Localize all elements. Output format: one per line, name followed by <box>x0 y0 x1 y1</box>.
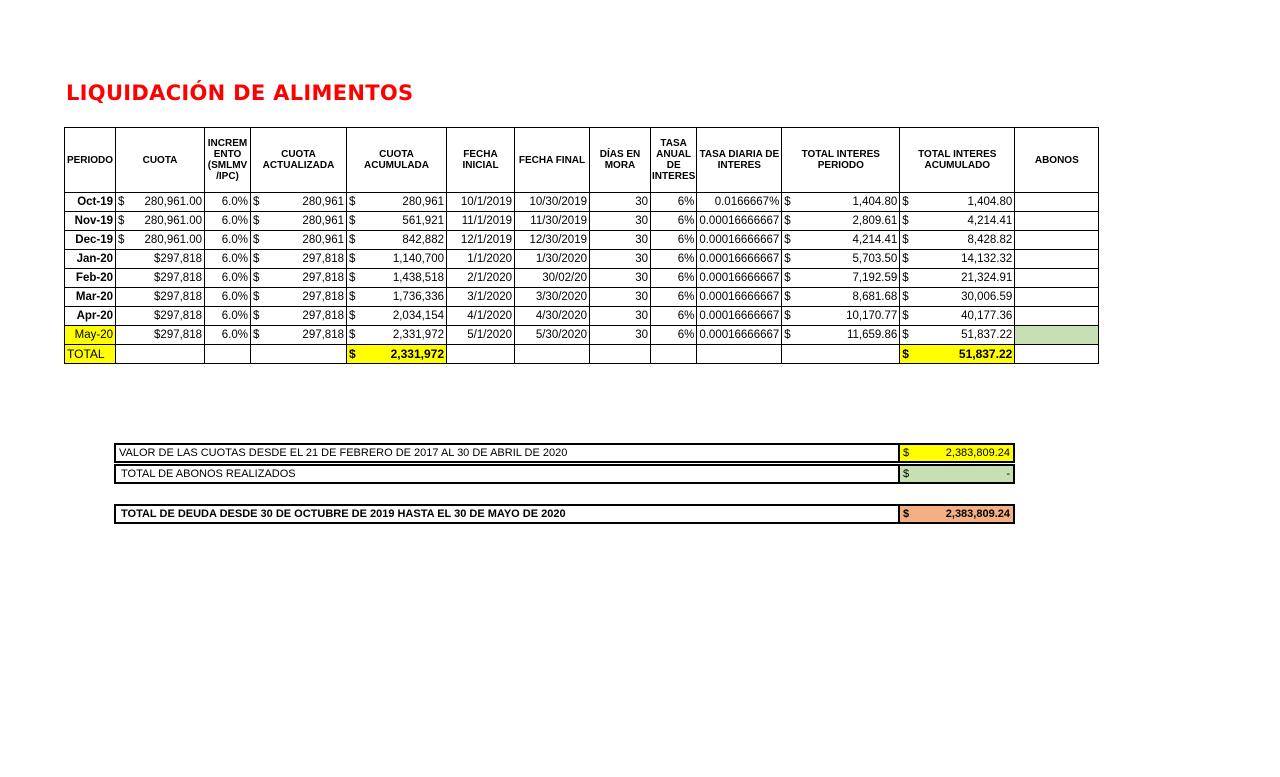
actualizada-cell-value: 280,961 <box>302 215 344 227</box>
header-periodo: PERIODO <box>65 128 116 193</box>
tasa-diaria-cell[interactable]: 0.00016666667 <box>697 269 782 288</box>
page-title: LIQUIDACIÓN DE ALIMENTOS <box>66 81 414 105</box>
total-empty-cell[interactable] <box>590 345 651 364</box>
table-row <box>65 269 1099 288</box>
header-incremento: INCREM ENTO (SMLMV /IPC) <box>205 128 251 193</box>
header-total-interes-periodo: TOTAL INTERES PERIODO <box>782 128 900 193</box>
acumulada-cell[interactable] <box>347 231 447 250</box>
deuda-cell[interactable] <box>899 505 1014 523</box>
currency-symbol: $ <box>784 310 791 322</box>
currency-symbol: $ <box>118 196 125 208</box>
summary-row <box>115 505 1014 523</box>
deuda-value: 2,383,809.24 <box>945 508 1010 520</box>
deuda-label[interactable] <box>115 505 899 523</box>
currency-symbol: $ <box>784 215 791 227</box>
currency-symbol: $ <box>902 310 909 322</box>
tasa-anual-cell[interactable]: 6% <box>651 269 697 288</box>
total-empty-cell[interactable] <box>697 345 782 364</box>
total-interes-acumulado-cell[interactable] <box>900 345 1015 364</box>
summary-deuda <box>114 504 1015 524</box>
acumulada-cell[interactable] <box>347 288 447 307</box>
abonos-cell[interactable] <box>1015 250 1099 269</box>
currency-symbol: $ <box>349 347 356 361</box>
fecha-inicial-cell[interactable]: 11/1/2019 <box>447 212 515 231</box>
fecha-inicial-cell[interactable]: 2/1/2020 <box>447 269 515 288</box>
total-acumulada-cell[interactable] <box>347 345 447 364</box>
fecha-inicial-cell[interactable]: 3/1/2020 <box>447 288 515 307</box>
actualizada-cell-value: 297,818 <box>302 329 344 341</box>
abonos-cell[interactable] <box>1015 193 1099 212</box>
total-interes-acumulado-value: 51,837.22 <box>958 347 1013 361</box>
acumulada-cell[interactable] <box>347 250 447 269</box>
header-fecha-inicial: FECHA INICIAL <box>447 128 515 193</box>
fecha-final-cell[interactable]: 11/30/2019 <box>515 212 590 231</box>
interes-periodo-cell-value: 8,681.68 <box>852 291 898 303</box>
dias-cell[interactable]: 30 <box>590 212 651 231</box>
dias-cell[interactable]: 30 <box>590 326 651 345</box>
periodo-cell[interactable]: May-20 <box>65 326 116 345</box>
interes-periodo-cell-value: 10,170.77 <box>846 310 898 322</box>
cuota-cell[interactable]: $297,818 <box>116 307 205 326</box>
abonos-cell[interactable] <box>1015 212 1099 231</box>
tasa-anual-cell[interactable]: 6% <box>651 193 697 212</box>
fecha-final-cell[interactable]: 5/30/2020 <box>515 326 590 345</box>
deuda-label-text: TOTAL DE DEUDA DESDE 30 DE OCTUBRE DE 2019 HASTA EL 30 DE MAYO DE 2020 <box>121 508 566 520</box>
table-header-row <box>65 128 1099 193</box>
tasa-diaria-cell[interactable]: 0.00016666667 <box>697 231 782 250</box>
interes-acumulado-cell-value: 30,006.59 <box>961 291 1013 303</box>
abonos-cell[interactable] <box>899 465 1014 483</box>
fecha-final-cell[interactable]: 10/30/2019 <box>515 193 590 212</box>
currency-symbol: $ <box>253 329 260 341</box>
total-empty-cell[interactable] <box>651 345 697 364</box>
currency-symbol: $ <box>253 215 260 227</box>
interes-acumulado-cell-value: 40,177.36 <box>961 310 1013 322</box>
currency-symbol: $ <box>349 310 356 322</box>
acumulada-cell-value: 842,882 <box>402 234 444 246</box>
tasa-anual-cell[interactable]: 6% <box>651 250 697 269</box>
header-total-interes-acumulado: TOTAL INTERES ACUMULADO <box>900 128 1015 193</box>
currency-symbol: $ <box>253 234 260 246</box>
cuota-cell[interactable]: $297,818 <box>116 250 205 269</box>
fecha-inicial-cell[interactable]: 4/1/2020 <box>447 307 515 326</box>
periodo-cell[interactable]: Nov-19 <box>65 212 116 231</box>
actualizada-cell-value: 297,818 <box>302 291 344 303</box>
periodo-cell[interactable]: Oct-19 <box>65 193 116 212</box>
interes-periodo-cell[interactable] <box>782 269 900 288</box>
currency-symbol: $ <box>253 253 260 265</box>
currency-symbol: $ <box>349 196 356 208</box>
interes-periodo-cell[interactable] <box>782 288 900 307</box>
abonos-value: - <box>1006 468 1010 480</box>
interes-acumulado-cell[interactable] <box>900 307 1015 326</box>
actualizada-cell-value: 297,818 <box>302 272 344 284</box>
currency-symbol: $ <box>349 291 356 303</box>
interes-acumulado-cell-value: 8,428.82 <box>967 234 1013 246</box>
interes-periodo-cell-value: 5,703.50 <box>852 253 898 265</box>
cuota-cell-value: 280,961.00 <box>144 215 202 227</box>
interes-acumulado-cell-value: 21,324.91 <box>961 272 1013 284</box>
actualizada-cell[interactable] <box>251 193 347 212</box>
fecha-final-cell[interactable]: 3/30/2020 <box>515 288 590 307</box>
currency-symbol: $ <box>118 234 125 246</box>
header-dias-mora: DÍAS EN MORA <box>590 128 651 193</box>
currency-symbol: $ <box>784 253 791 265</box>
incremento-cell[interactable]: 6.0% <box>205 250 251 269</box>
currency-symbol: $ <box>253 291 260 303</box>
tasa-anual-cell[interactable]: 6% <box>651 307 697 326</box>
interes-periodo-cell[interactable] <box>782 231 900 250</box>
total-empty-cell[interactable] <box>1015 345 1099 364</box>
table-row <box>65 193 1099 212</box>
table-row <box>65 307 1099 326</box>
acumulada-cell-value: 561,921 <box>402 215 444 227</box>
header-tasa-anual: TASA ANUAL DE INTERES <box>651 128 697 193</box>
total-empty-cell[interactable] <box>251 345 347 364</box>
incremento-cell[interactable]: 6.0% <box>205 307 251 326</box>
interes-acumulado-cell[interactable] <box>900 193 1015 212</box>
currency-symbol: $ <box>902 234 909 246</box>
incremento-cell[interactable]: 6.0% <box>205 288 251 307</box>
table-row <box>65 326 1099 345</box>
valor-cuotas-cell[interactable] <box>899 444 1014 462</box>
dias-cell[interactable]: 30 <box>590 193 651 212</box>
currency-symbol: $ <box>784 272 791 284</box>
dias-cell[interactable]: 30 <box>590 307 651 326</box>
header-tasa-diaria: TASA DIARIA DE INTERES <box>697 128 782 193</box>
abonos-cell[interactable] <box>1015 269 1099 288</box>
actualizada-cell[interactable] <box>251 269 347 288</box>
interes-periodo-cell-value: 1,404.80 <box>852 196 898 208</box>
tasa-diaria-cell[interactable]: 0.00016666667 <box>697 326 782 345</box>
dias-cell[interactable]: 30 <box>590 231 651 250</box>
tasa-diaria-cell[interactable]: 0.00016666667 <box>697 212 782 231</box>
cuota-cell-value: 280,961.00 <box>144 234 202 246</box>
summary-row <box>115 444 1014 462</box>
abonos-cell[interactable] <box>1015 307 1099 326</box>
tasa-anual-cell[interactable]: 6% <box>651 212 697 231</box>
actualizada-cell[interactable] <box>251 326 347 345</box>
actualizada-cell-value: 297,818 <box>302 253 344 265</box>
fecha-inicial-cell[interactable]: 12/1/2019 <box>447 231 515 250</box>
cuota-cell-value: 280,961.00 <box>144 196 202 208</box>
dias-cell[interactable]: 30 <box>590 288 651 307</box>
header-abonos: ABONOS <box>1015 128 1099 193</box>
acumulada-cell[interactable] <box>347 193 447 212</box>
acumulada-cell[interactable] <box>347 307 447 326</box>
incremento-cell[interactable]: 6.0% <box>205 193 251 212</box>
currency-symbol: $ <box>349 272 356 284</box>
interes-acumulado-cell[interactable] <box>900 326 1015 345</box>
interes-periodo-cell[interactable] <box>782 193 900 212</box>
tasa-anual-cell[interactable]: 6% <box>651 231 697 250</box>
incremento-cell[interactable]: 6.0% <box>205 269 251 288</box>
interes-periodo-cell-value: 7,192.59 <box>852 272 898 284</box>
tasa-diaria-cell[interactable]: 0.00016666667 <box>697 288 782 307</box>
total-label[interactable]: TOTAL <box>65 345 116 364</box>
header-cuota: CUOTA <box>116 128 205 193</box>
table-row <box>65 250 1099 269</box>
summary-valor-cuotas <box>114 443 1015 463</box>
interes-periodo-cell[interactable] <box>782 212 900 231</box>
actualizada-cell-value: 280,961 <box>302 196 344 208</box>
incremento-cell[interactable]: 6.0% <box>205 212 251 231</box>
interes-periodo-cell[interactable] <box>782 326 900 345</box>
fecha-inicial-cell[interactable]: 1/1/2020 <box>447 250 515 269</box>
tasa-anual-cell[interactable]: 6% <box>651 326 697 345</box>
interes-acumulado-cell[interactable] <box>900 212 1015 231</box>
actualizada-cell[interactable] <box>251 250 347 269</box>
currency-symbol: $ <box>902 291 909 303</box>
currency-symbol: $ <box>349 215 356 227</box>
actualizada-cell-value: 297,818 <box>302 310 344 322</box>
header-fecha-final: FECHA FINAL <box>515 128 590 193</box>
currency-symbol: $ <box>253 196 260 208</box>
acumulada-cell-value: 1,140,700 <box>392 253 444 265</box>
total-empty-cell[interactable] <box>515 345 590 364</box>
abonos-cell[interactable] <box>1015 231 1099 250</box>
currency-symbol: $ <box>784 196 791 208</box>
header-cuota-actualizada: CUOTA ACTUALIZADA <box>251 128 347 193</box>
acumulada-cell-value: 280,961 <box>402 196 444 208</box>
currency-symbol: $ <box>784 329 791 341</box>
fecha-final-cell[interactable]: 1/30/2020 <box>515 250 590 269</box>
table-row <box>65 212 1099 231</box>
total-empty-cell[interactable] <box>447 345 515 364</box>
currency-symbol: $ <box>902 329 909 341</box>
currency-symbol: $ <box>902 215 909 227</box>
header-cuota-acumulada: CUOTA ACUMULADA <box>347 128 447 193</box>
dias-cell[interactable]: 30 <box>590 269 651 288</box>
interes-acumulado-cell[interactable] <box>900 250 1015 269</box>
periodo-cell[interactable]: Dec-19 <box>65 231 116 250</box>
cuota-cell[interactable] <box>116 193 205 212</box>
currency-symbol: $ <box>253 310 260 322</box>
interes-acumulado-cell-value: 51,837.22 <box>961 329 1013 341</box>
total-acumulada-value: 2,331,972 <box>390 347 444 361</box>
abonos-cell[interactable] <box>1015 288 1099 307</box>
currency-symbol: $ <box>902 272 909 284</box>
currency-symbol: $ <box>349 234 356 246</box>
liquidation-table <box>64 127 1099 364</box>
abonos-cell[interactable] <box>1015 326 1099 345</box>
interes-acumulado-cell[interactable] <box>900 231 1015 250</box>
acumulada-cell[interactable] <box>347 269 447 288</box>
acumulada-cell-value: 1,736,336 <box>392 291 444 303</box>
actualizada-cell[interactable] <box>251 231 347 250</box>
currency-symbol: $ <box>784 234 791 246</box>
fecha-final-cell[interactable]: 30/02/20 <box>515 269 590 288</box>
currency-symbol: $ <box>903 468 910 480</box>
interes-acumulado-cell[interactable] <box>900 288 1015 307</box>
currency-symbol: $ <box>902 253 909 265</box>
interes-periodo-cell-value: 2,809.61 <box>852 215 898 227</box>
interes-acumulado-cell-value: 1,404.80 <box>967 196 1013 208</box>
actualizada-cell-value: 280,961 <box>302 234 344 246</box>
interes-acumulado-cell[interactable] <box>900 269 1015 288</box>
fecha-final-cell[interactable]: 12/30/2019 <box>515 231 590 250</box>
periodo-cell[interactable]: Apr-20 <box>65 307 116 326</box>
tasa-diaria-cell[interactable]: 0.00016666667 <box>697 307 782 326</box>
summary-abonos <box>114 464 1015 484</box>
abonos-label-text: TOTAL DE ABONOS REALIZADOS <box>121 468 296 480</box>
valor-cuotas-value: 2,383,809.24 <box>945 447 1010 459</box>
cuota-cell[interactable]: $297,818 <box>116 326 205 345</box>
actualizada-cell[interactable] <box>251 307 347 326</box>
fecha-inicial-cell[interactable]: 10/1/2019 <box>447 193 515 212</box>
currency-symbol: $ <box>903 447 910 459</box>
interes-periodo-cell-value: 4,214.41 <box>852 234 898 246</box>
summary-row <box>115 465 1014 483</box>
dias-cell[interactable]: 30 <box>590 250 651 269</box>
total-empty-cell[interactable] <box>205 345 251 364</box>
fecha-inicial-cell[interactable]: 5/1/2020 <box>447 326 515 345</box>
cuota-cell[interactable]: $297,818 <box>116 288 205 307</box>
interes-acumulado-cell-value: 4,214.41 <box>967 215 1013 227</box>
acumulada-cell[interactable] <box>347 326 447 345</box>
tasa-diaria-cell[interactable]: 0.00016666667 <box>697 250 782 269</box>
interes-periodo-cell-value: 11,659.86 <box>846 329 898 341</box>
acumulada-cell-value: 2,331,972 <box>392 329 444 341</box>
incremento-cell[interactable]: 6.0% <box>205 326 251 345</box>
cuota-cell[interactable] <box>116 212 205 231</box>
currency-symbol: $ <box>902 347 909 361</box>
total-empty-cell[interactable] <box>116 345 205 364</box>
periodo-cell[interactable]: Feb-20 <box>65 269 116 288</box>
interes-acumulado-cell-value: 14,132.32 <box>961 253 1013 265</box>
currency-symbol: $ <box>349 253 356 265</box>
actualizada-cell[interactable] <box>251 212 347 231</box>
total-row <box>65 345 1099 364</box>
total-empty-cell[interactable] <box>782 345 900 364</box>
valor-cuotas-label[interactable]: VALOR DE LAS CUOTAS DESDE EL 21 DE FEBRERO DE 2017 AL 30 DE ABRIL DE 2020 <box>115 444 899 462</box>
currency-symbol: $ <box>118 215 125 227</box>
acumulada-cell-value: 1,438,518 <box>392 272 444 284</box>
interes-periodo-cell[interactable] <box>782 250 900 269</box>
interes-periodo-cell[interactable] <box>782 307 900 326</box>
tasa-diaria-cell[interactable]: 0.0166667% <box>697 193 782 212</box>
periodo-cell[interactable]: Mar-20 <box>65 288 116 307</box>
currency-symbol: $ <box>902 196 909 208</box>
tasa-anual-cell[interactable]: 6% <box>651 288 697 307</box>
fecha-final-cell[interactable]: 4/30/2020 <box>515 307 590 326</box>
currency-symbol: $ <box>253 272 260 284</box>
abonos-label[interactable] <box>115 465 899 483</box>
currency-symbol: $ <box>903 508 910 520</box>
currency-symbol: $ <box>349 329 356 341</box>
table-row <box>65 288 1099 307</box>
table-body <box>65 193 1099 345</box>
cuota-cell[interactable]: $297,818 <box>116 269 205 288</box>
cuota-cell[interactable] <box>116 231 205 250</box>
currency-symbol: $ <box>784 291 791 303</box>
acumulada-cell-value: 2,034,154 <box>392 310 444 322</box>
periodo-cell[interactable]: Jan-20 <box>65 250 116 269</box>
actualizada-cell[interactable] <box>251 288 347 307</box>
acumulada-cell[interactable] <box>347 212 447 231</box>
table-row <box>65 231 1099 250</box>
incremento-cell[interactable]: 6.0% <box>205 231 251 250</box>
